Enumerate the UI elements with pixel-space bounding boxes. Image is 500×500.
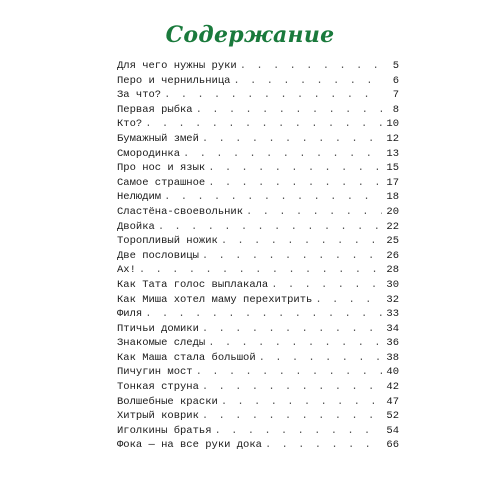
toc-entry	[117, 191, 399, 206]
toc-entry-title: Хитрый коврик	[117, 410, 199, 423]
toc-entry-page-number: 34	[386, 322, 399, 335]
toc-entry	[117, 177, 399, 192]
toc-entry	[117, 75, 399, 90]
dot-leader	[196, 366, 382, 378]
toc-entry-page-number: 26	[386, 249, 399, 262]
toc-entry	[117, 118, 399, 133]
toc-entry	[117, 352, 399, 367]
toc-entry-title: Как Маша стала большой	[117, 351, 256, 364]
toc-entry-title: Двойка	[117, 220, 155, 233]
dot-leader	[208, 177, 382, 189]
toc-entry	[117, 366, 399, 381]
toc-entry-page-number: 17	[386, 176, 399, 189]
toc-entry-title: Кто?	[117, 118, 143, 131]
dot-leader	[208, 337, 382, 349]
toc-entry-page-number: 38	[386, 351, 399, 364]
dot-leader	[259, 352, 382, 364]
toc-entry-page-number: 8	[392, 103, 399, 116]
toc-entry-title: Сластёна-своевольник	[117, 205, 244, 218]
dot-leader	[315, 294, 382, 306]
toc-entry-page-number: 25	[386, 235, 399, 248]
toc-entry-page-number: 7	[392, 89, 399, 102]
toc-entry-page-number: 12	[386, 132, 399, 145]
dot-leader	[265, 439, 382, 451]
toc-entry-title: Смородинка	[117, 147, 181, 160]
toc-entry-page-number: 18	[386, 191, 399, 204]
toc-entry-title: Пичугин мост	[117, 366, 193, 379]
toc-entry-page-number: 33	[386, 308, 399, 321]
toc-entry-title: Тонкая струна	[117, 381, 199, 394]
table-of-contents	[117, 60, 399, 454]
toc-entry-title: Бумажный змей	[117, 132, 199, 145]
dot-leader	[233, 75, 382, 87]
toc-entry	[117, 206, 399, 221]
toc-entry	[117, 410, 399, 425]
dot-leader	[202, 410, 382, 422]
toc-entry-page-number: 40	[386, 366, 399, 379]
toc-entry	[117, 104, 399, 119]
toc-entry-title: За что?	[117, 89, 162, 102]
toc-entry-title: Ах!	[117, 264, 136, 277]
toc-entry	[117, 133, 399, 148]
toc-entry	[117, 264, 399, 279]
dot-leader	[202, 381, 382, 393]
toc-entry-title: Птичьи домики	[117, 322, 199, 335]
dot-leader	[215, 425, 382, 437]
toc-entry-title: Как Тата голос выплакала	[117, 278, 269, 291]
dot-leader	[139, 264, 382, 276]
toc-entry-page-number: 15	[386, 162, 399, 175]
dot-leader	[221, 396, 382, 408]
toc-entry	[117, 294, 399, 309]
toc-entry-title: Филя	[117, 308, 143, 321]
toc-entry-page-number: 66	[386, 439, 399, 452]
toc-entry	[117, 396, 399, 411]
toc-entry-page-number: 28	[386, 264, 399, 277]
toc-entry	[117, 425, 399, 440]
toc-entry-title: Перо и чернильница	[117, 74, 231, 87]
toc-entry-page-number: 20	[386, 205, 399, 218]
toc-entry-title: Волшебные краски	[117, 395, 218, 408]
dot-leader	[246, 206, 382, 218]
toc-entry-page-number: 42	[386, 381, 399, 394]
dot-leader	[158, 221, 382, 233]
toc-entry-title: Знакомые следы	[117, 337, 206, 350]
dot-leader	[240, 60, 382, 72]
toc-entry-title: Для чего нужны руки	[117, 60, 237, 72]
toc-entry-title: Торопливый ножик	[117, 235, 218, 248]
dot-leader	[164, 89, 382, 101]
dot-leader	[164, 191, 382, 203]
page-title: Содержание	[165, 22, 335, 48]
toc-entry	[117, 235, 399, 250]
toc-entry	[117, 381, 399, 396]
toc-entry-page-number: 5	[392, 60, 399, 72]
toc-entry-title: Фока — на все руки дока	[117, 439, 262, 452]
dot-leader	[208, 162, 382, 174]
dot-leader	[196, 104, 382, 116]
toc-entry	[117, 337, 399, 352]
dot-leader	[202, 323, 382, 335]
toc-entry-page-number: 13	[386, 147, 399, 160]
toc-entry-page-number: 30	[386, 278, 399, 291]
toc-entry-page-number: 36	[386, 337, 399, 350]
dot-leader	[202, 250, 382, 262]
toc-entry	[117, 308, 399, 323]
toc-entry	[117, 148, 399, 163]
toc-entry-title: Самое страшное	[117, 176, 206, 189]
toc-entry-page-number: 47	[386, 395, 399, 408]
dot-leader	[145, 118, 382, 130]
toc-entry-page-number: 54	[386, 424, 399, 437]
toc-entry-title: Как Миша хотел маму перехитрить	[117, 293, 313, 306]
toc-entry-title: Две пословицы	[117, 249, 199, 262]
dot-leader	[183, 148, 382, 160]
toc-entry-page-number: 52	[386, 410, 399, 423]
toc-entry-title: Про нос и язык	[117, 162, 206, 175]
dot-leader	[202, 133, 382, 145]
toc-entry-title: Иголкины братья	[117, 424, 212, 437]
toc-entry-page-number: 6	[392, 74, 399, 87]
dot-leader	[221, 235, 382, 247]
toc-entry	[117, 162, 399, 177]
toc-entry-page-number: 32	[386, 293, 399, 306]
dot-leader	[271, 279, 382, 291]
toc-entry	[117, 89, 399, 104]
toc-entry	[117, 323, 399, 338]
toc-entry-page-number: 10	[386, 118, 399, 131]
toc-entry-title: Первая рыбка	[117, 103, 193, 116]
toc-entry-title: Нелюдим	[117, 191, 162, 204]
toc-entry	[117, 279, 399, 294]
toc-entry	[117, 60, 399, 75]
toc-entry	[117, 221, 399, 236]
toc-entry-page-number: 22	[386, 220, 399, 233]
toc-entry	[117, 250, 399, 265]
dot-leader	[145, 308, 382, 320]
toc-entry	[117, 439, 399, 454]
